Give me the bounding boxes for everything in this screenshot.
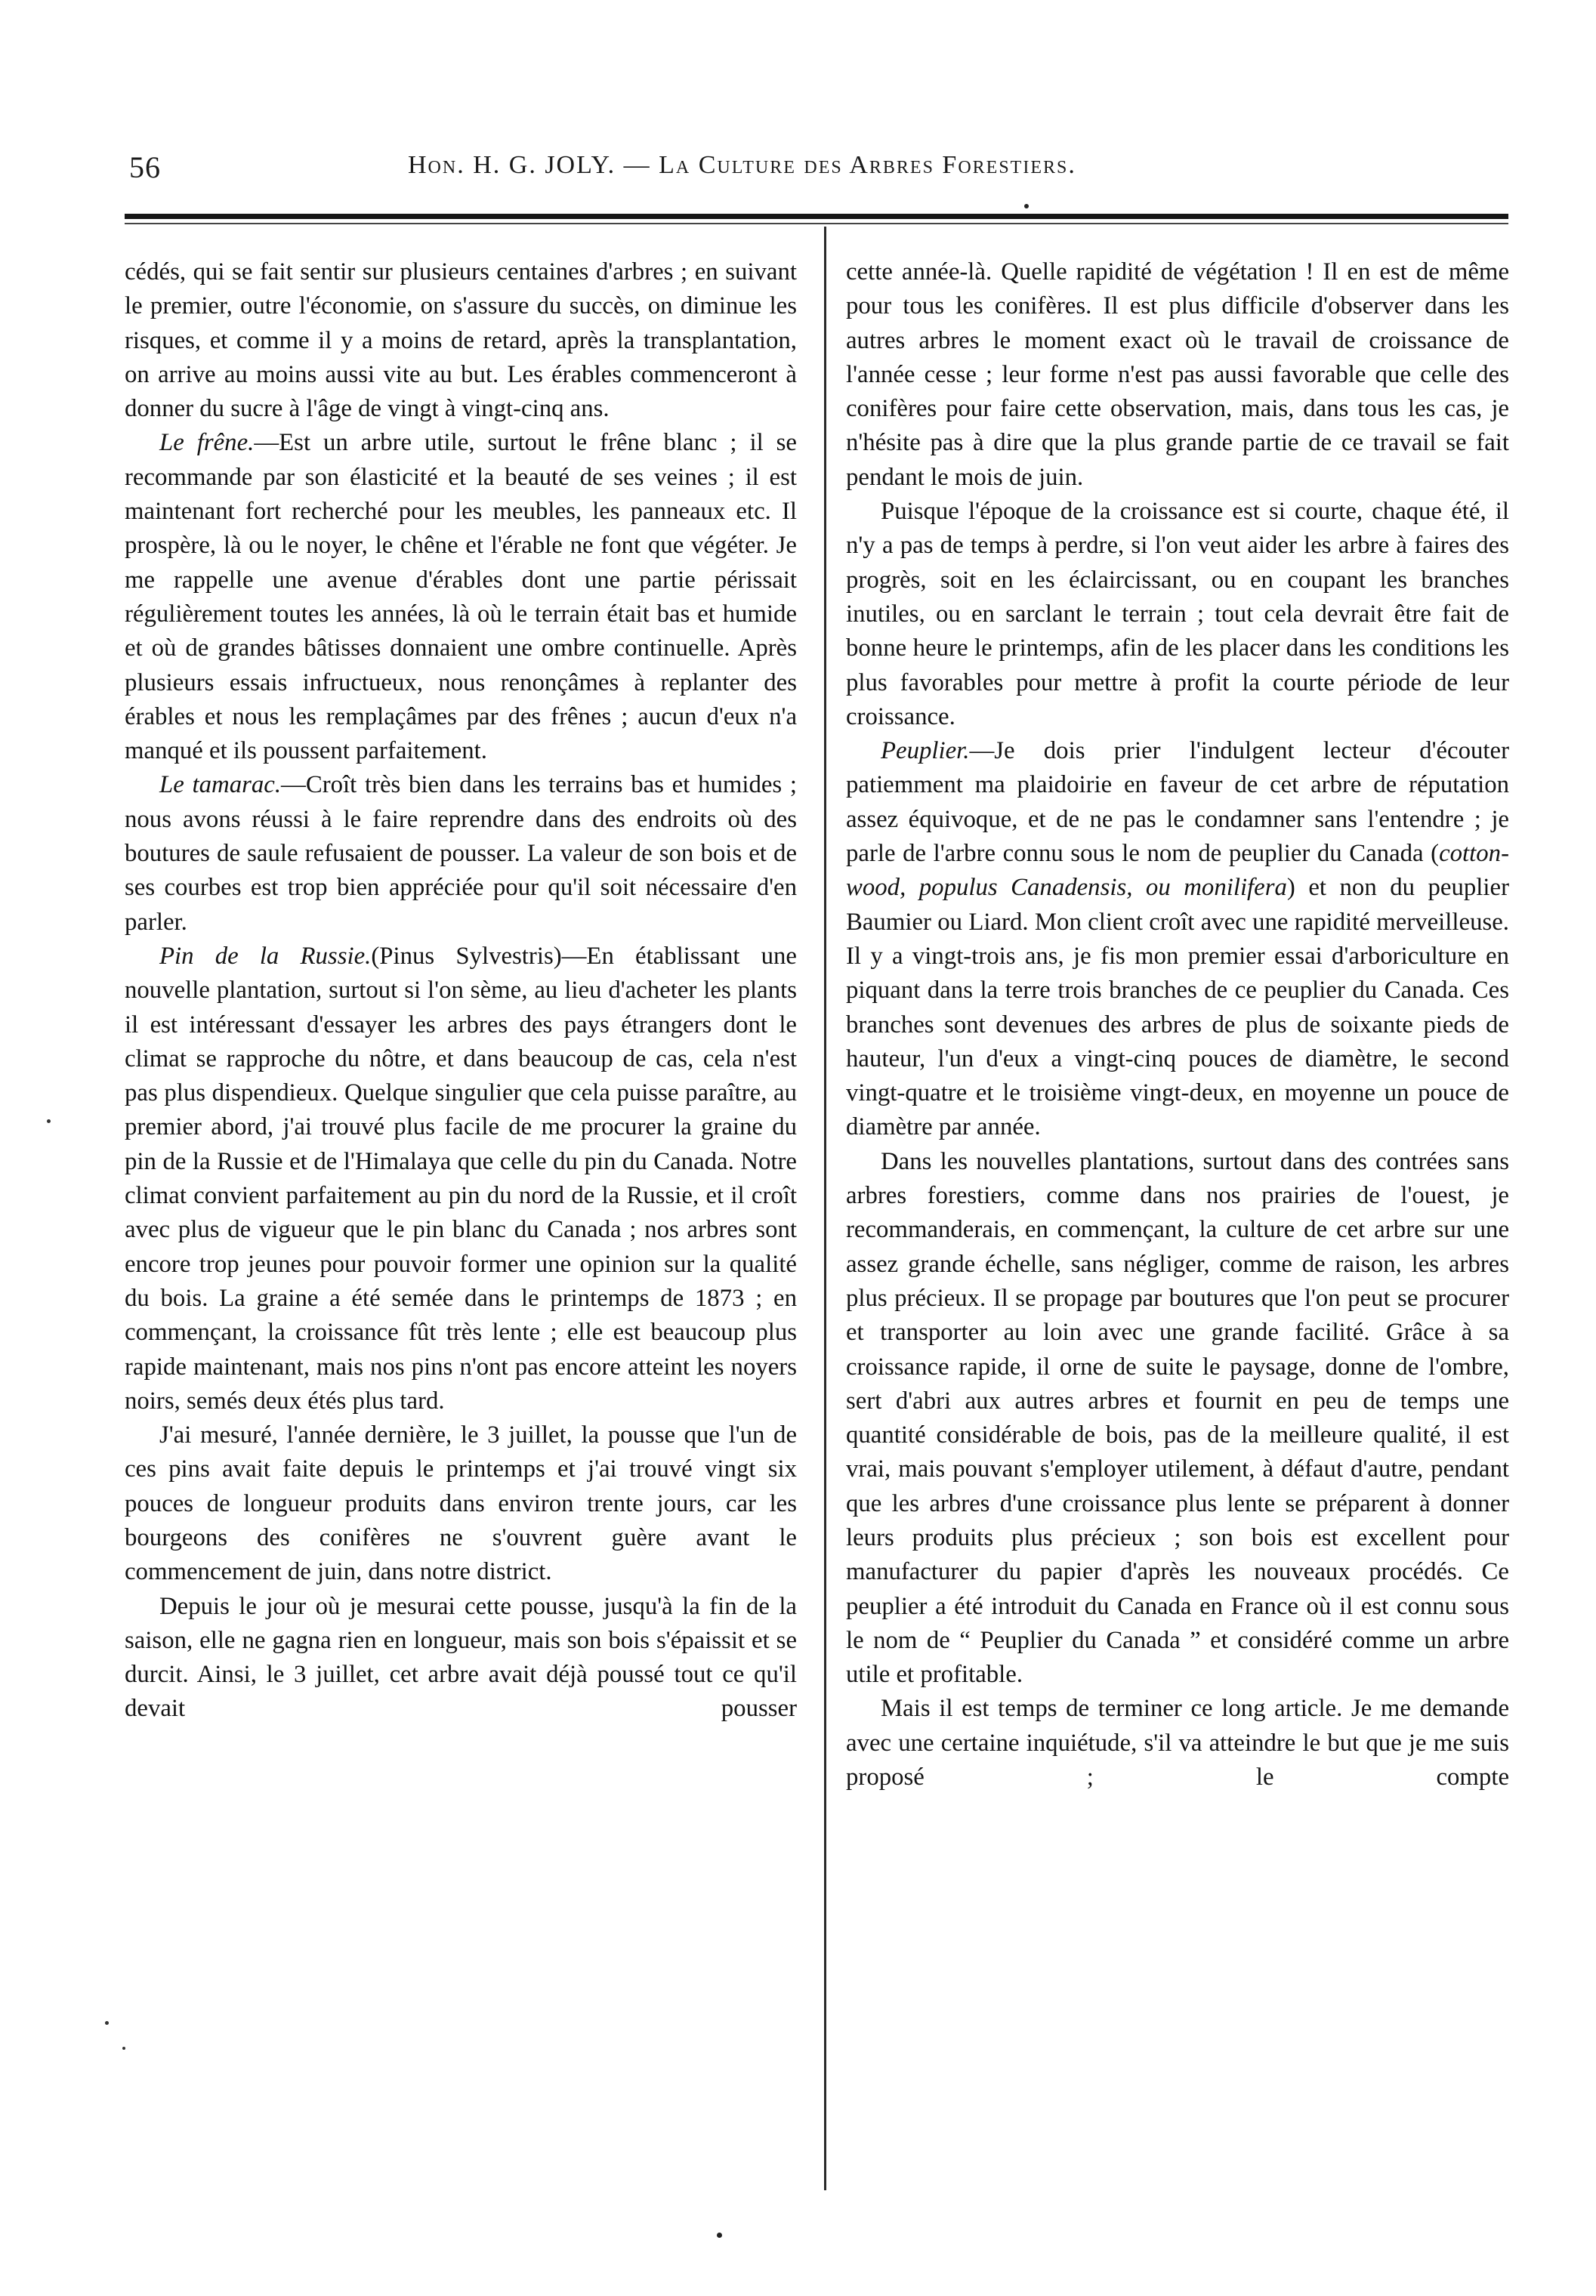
pin-russie-text: —En établissant une nouvelle plantation, surtout si l'on sème, au lieu d'acheter les plants il est intéressant d'essayer les arbres des pays étrangers dont le climat se rapproche du nôtre, et dans beaucoup de cas, cela n'est pas plus dispendieux. Quelque singulier que cela puisse paraître, au premier abord, j'ai trouvé plus facile de me procurer la graine du pin de la Russie et de l'Himalaya que celle du pin du Canada. Notre climat convient parfaitement au pin du nord de la Russie, et il croît avec plus de vigueur que le pin blanc du Canada ; nos arbres sont encore trop jeunes pour pouvoir former une opinion sur la qualité du bois. La graine a été semée dans le printemps de 1873 ; en commençant, la croissance fût très lente ; elle est beaucoup plus rapide maintenant, mais nos pins n'ont pas encore atteint les noyers noirs, semés deux étés plus tard. [125, 942, 797, 1415]
bottom-speck [717, 2233, 722, 2238]
page-header [125, 150, 1507, 189]
tamarac-heading: Le tamarac. [159, 771, 282, 799]
peuplier-heading: Peuplier. [881, 737, 970, 765]
peuplier-latin: cotton-wood, populus Canadensis, ou monilifera [846, 840, 1509, 902]
left-paragraph-depuis: Depuis le jour où je mesurai cette pousse, jusqu'à la fin de la saison, elle ne gagna rien en longueur, mais son bois s'épaissit et se durcit. Ainsi, le 3 juillet, cet arbre avait déjà poussé tout ce qu'il devait pousser [125, 1592, 797, 1723]
left-paragraph-pin-russie [125, 940, 797, 1418]
left-paragraph-1: cédés, qui se fait sentir sur plusieurs centaines d'arbres ; en suivant le premier, outre l'économie, on s'assure du succès, on diminue les risques, et comme il y a moins de retard, après la transplantation, on arrive au moins aussi vite au but. Les érables commenceront à donner du sucre à l'âge de vingt à vingt-cinq ans. [125, 258, 797, 423]
column-divider [824, 227, 826, 2190]
pin-russie-heading: Pin de la Russie. [159, 942, 372, 970]
header-rule-thin [125, 223, 1508, 224]
left-paragraph-frene [125, 426, 797, 768]
peuplier-text-b: ) et non du peuplier Baumier ou Liard. Mon client croît avec une rapidité merveilleuse. Il y a vingt-trois ans, je fis mon premier essai d'arboriculture en piquant dans la terre trois branches de ce peuplier du Canada. Ces branches sont devenues des arbres de plus de soixante pieds de hauteur, l'un d'eux a vingt-cinq pouces de diamètre, le second vingt-quatre et le troisième vingt-deux, en moyenne un pouce de diamètre par année. [846, 874, 1509, 1141]
right-paragraph-puisque: Puisque l'époque de la croissance est si courte, chaque été, il n'y a pas de temps à perdre, si l'on veut aider les arbre à faires des progrès, soit en les éclaircissant, ou en coupant les branches inutiles, ou en sarclant le terrain ; tout cela devrait être fait de bonne heure le printemps, afin de les placer dans les conditions les plus favorables pour mettre à profit la courte période de leur croissance. [846, 498, 1509, 730]
pin-russie-latin: (Pinus Sylvestris) [371, 942, 562, 970]
tamarac-text: —Croît très bien dans les terrains bas et humides ; nous avons réussi à le faire reprendre dans des endroits où des boutures de saule refusaient de pousser. La valeur de son bois et de ses courbes est trop bien appréciée pour qu'il soit nécessaire d'en parler. [125, 771, 797, 936]
header-dot-mark [1024, 204, 1029, 208]
right-paragraph-1: cette année-là. Quelle rapidité de végétation ! Il en est de même pour tous les conifères. Il est plus difficile d'observer dans les autres arbres le moment exact où le travail de croissance de l'année cesse ; leur forme n'est pas aussi favorable que celle des conifères pour faire cette observation, mais, dans tous les cas, je n'hésite pas à dire que la plus grande partie de ce travail se fait pendant le mois de juin. [846, 258, 1509, 491]
right-paragraph-conclusion: Mais il est temps de terminer ce long article. Je me demande avec une certaine inquiétude, s'il va atteindre le but que je me suis proposé ; le compte [846, 1695, 1509, 1791]
peuplier-text-a: —Je dois prier l'indulgent lecteur d'écouter patiemment ma plaidoirie en faveur de cet arbre de réputation assez équivoque, et de ne pas le condamner sans l'entendre ; je parle de l'arbre connu sous le nom de peuplier du Canada ( [846, 737, 1509, 868]
header-rule-thick [125, 214, 1508, 219]
left-column [125, 255, 797, 2189]
right-paragraph-peuplier [846, 734, 1509, 1145]
page-number: 56 [129, 150, 161, 184]
left-paragraph-mesure: J'ai mesuré, l'année dernière, le 3 juillet, la pousse que l'un de ces pins avait faite depuis le printemps et j'ai trouvé vingt six pouces de longueur produits dans environ trente jours, car les bourgeons des conifères ne s'ouvrent guère avant le commencement de juin, dans notre district. [125, 1421, 797, 1586]
margin-speck [105, 2021, 109, 2025]
left-paragraph-tamarac [125, 768, 797, 939]
margin-speck [122, 2047, 125, 2050]
right-column [846, 255, 1509, 2189]
frene-heading: Le frêne. [159, 429, 255, 457]
running-title: Hon. H. G. JOLY. — La Culture des Arbres Forestiers. [408, 151, 1076, 179]
frene-text: —Est un arbre utile, surtout le frêne blanc ; il se recommande par son élasticité et la beauté de ses veines ; il est maintenant fort recherché pour les meubles, les panneaux etc. Il prospère, là ou le noyer, le chêne et l'érable ne font que végéter. Je me rappelle une avenue d'érables dont une partie périssait régulièrement toutes les années, là où le terrain était bas et humide et où de grandes bâtisses donnaient une ombre continuelle. Après plusieurs essais infructueux, nous renonçâmes à replanter des érables et nous les remplaçâmes par des frênes ; aucun d'eux n'a manqué et ils poussent parfaitement. [125, 429, 797, 765]
right-paragraph-plantations: Dans les nouvelles plantations, surtout dans des contrées sans arbres forestiers, comme dans nos prairies de l'ouest, je recommanderais, en commençant, la culture de cet arbre sur une assez grande échelle, sans négliger, comme de raison, les arbres plus précieux. Il se propage par boutures que l'on peut se procurer et transporter au loin avec une grande facilité. Grâce à sa croissance rapide, il orne de suite le paysage, donne de l'ombre, sert d'abri aux autres arbres et fournit en peu de temps une quantité considérable de bois, pas de la meilleure qualité, il est vrai, mais pouvant s'employer utilement, à défaut d'autre, pendant que les arbres d'une croissance plus lente se préparent à donner leurs produits plus précieux ; son bois est excellent pour manufacturer du papier d'après les nouveaux procédés. Ce peuplier a été introduit du Canada en France où il est connu sous le nom de “ Peuplier du Canada ” et considéré comme un arbre utile et profitable. [846, 1147, 1509, 1689]
margin-speck [47, 1119, 51, 1123]
